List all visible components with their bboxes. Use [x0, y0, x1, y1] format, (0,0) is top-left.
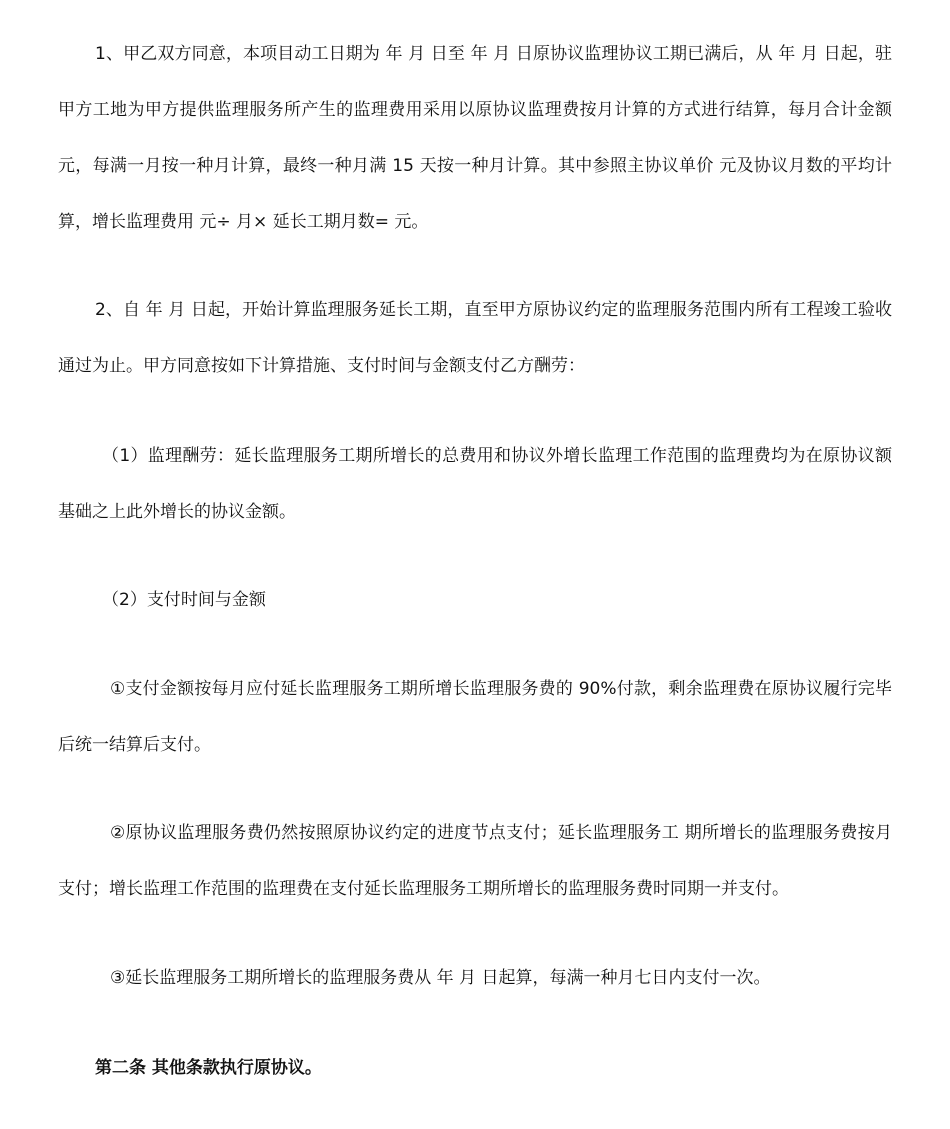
paragraph-payment-item-2: ②原协议监理服务费仍然按照原协议约定的进度节点支付；延长监理服务工 期所增长的监理服务费按月支付；增长监理工作范围的监理费在支付延长监理服务工期所增长的监理服务费时同期一并支付。	[58, 823, 892, 899]
paragraph-remuneration: （1）监理酬劳：延长监理服务工期所增长的总费用和协议外增长监理工作范围的监理费均为在原协议额基础之上此外增长的协议金额。	[58, 446, 892, 522]
paragraph-payment-item-1: ①支付金额按每月应付延长监理服务工期所增长监理服务费的 90%付款，剩余监理费在原协议履行完毕后统一结算后支付。	[58, 679, 892, 755]
paragraph-payment-time-heading: （2）支付时间与金额	[102, 590, 266, 610]
article-2-heading: 第二条 其他条款执行原协议。	[95, 1058, 322, 1078]
paragraph-1-schedule-and-fee: 1、甲乙双方同意，本项目动工日期为 年 月 日至 年 月 日原协议监理协议工期已满后，从 年 月 日起，驻甲方工地为甲方提供监理服务所产生的监理费用采用以原协议监理费按月计算的方式进行结算，每月合计金额 元，每满一月按一种月计算，最终一种月满 15 天按一种月计算。其中参照主协议单价 元及协议月数的平均计算，增长监理费用 元÷ 月× 延长工期月数= 元。	[58, 44, 892, 232]
paragraph-payment-item-3: ③延长监理服务工期所增长的监理服务费从 年 月 日起算，每满一种月七日内支付一次。	[110, 968, 771, 988]
paragraph-2-extension-period: 2、自 年 月 日起，开始计算监理服务延长工期，直至甲方原协议约定的监理服务范围内所有工程竣工验收通过为止。甲方同意按如下计算措施、支付时间与金额支付乙方酬劳：	[58, 300, 892, 376]
